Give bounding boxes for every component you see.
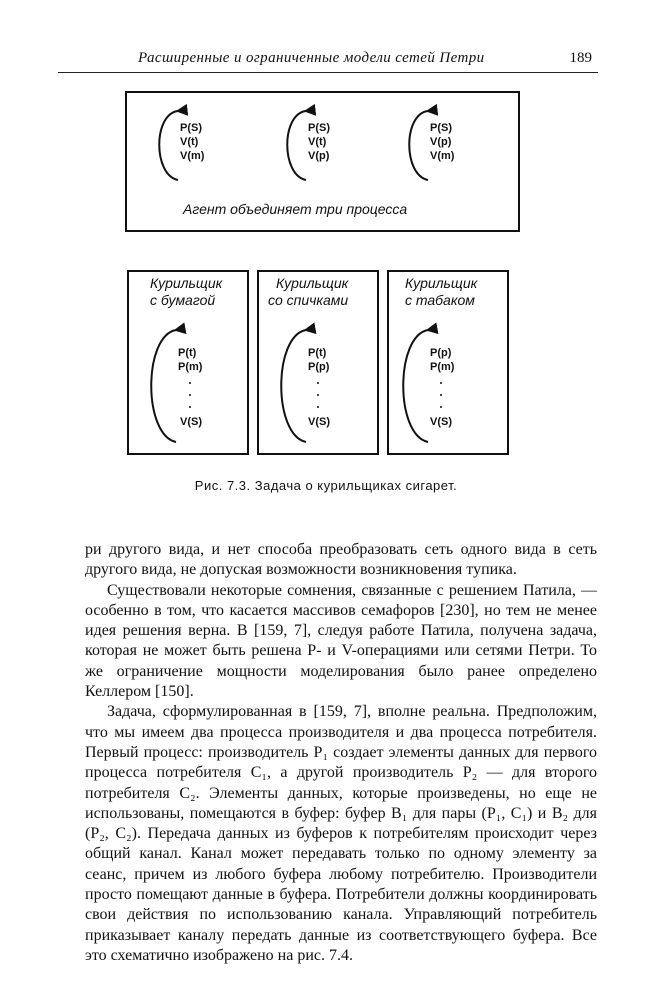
smoker-tobacco-line-3: V(S) <box>430 416 452 428</box>
agent-process-3 <box>409 111 455 180</box>
smoker-paper-ellipsis <box>189 382 191 408</box>
agent-process-1-line-3: V(m) <box>180 150 205 162</box>
agent-process-1-line-1: P(S) <box>180 122 202 134</box>
body-text <box>85 540 597 966</box>
smoker-paper-line-1: P(t) <box>178 347 197 359</box>
smoker-matches-line-3: V(S) <box>308 416 330 428</box>
smoker-tobacco-title-2: с табаком <box>405 292 475 308</box>
agent-process-1 <box>159 111 205 180</box>
smoker-matches-line-1: P(t) <box>308 347 327 359</box>
figure-caption: Рис. 7.3. Задача о курильщиках сигарет. <box>194 478 458 493</box>
agent-label: Агент объединяет три процесса <box>183 201 408 217</box>
smoker-paper-line-3: V(S) <box>180 416 202 428</box>
smoker-matches-ellipsis <box>317 382 319 408</box>
agent-process-2-line-3: V(p) <box>308 150 330 162</box>
smoker-tobacco-ellipsis <box>440 382 442 408</box>
smoker-matches-title-1: Курильщик <box>276 275 349 291</box>
page-number: 189 <box>569 50 592 66</box>
agent-process-1-line-2: V(t) <box>180 136 199 148</box>
paragraph-1: ри другого вида, и нет способа преобразовать сеть одного вида в сеть другого вида, не допуская возможности возникновения тупика. <box>85 541 597 579</box>
smoker-matches-title-2: со спичками <box>268 292 349 308</box>
agent-process-2-line-2: V(t) <box>308 136 327 148</box>
agent-process-3-line-2: V(p) <box>430 136 452 148</box>
smoker-paper-title-2: с бумагой <box>150 292 216 308</box>
agent-process-2-line-1: P(S) <box>308 122 330 134</box>
paragraph-3: Задача, сформулированная в [159, 7], вполне реальна. Предположим, что мы имеем два процесса производителя и два процесса потребителя. Первый процесс: производитель P₁ создает элементы данных для первого процесса потребителя C₁, а другой производитель P₂ — для второго потребителя C₂. Элементы данных, которые произведены, но еще не использованы, помещаются в буфер: буфер B₁ для пары (P₁, C₁) и B₂ для (P₂, C₂). Передача данных из буферов к потребителям происходит через общий канал. Канал может передавать только по одному элементу за сеанс, причем из любого буфера любому потребителю. Производители просто помещают данные в буфера. Потребители должны координировать свои действия по использованию канала. Управляющий потребитель приказывает каналу передать данные из соответствующего буфера. Все это схематично изображено на рис. 7.4. <box>85 703 597 964</box>
smoker-paper-line-2: P(m) <box>178 361 203 373</box>
smoker-tobacco-line-2: P(m) <box>430 361 455 373</box>
agent-process-3-line-3: V(m) <box>430 150 455 162</box>
smoker-paper-title-1: Курильщик <box>150 275 223 291</box>
paragraph-2: Существовали некоторые сомнения, связанные с решением Патила, — особенно в том, что касается массивов семафоров [230], но тем не менее идея решения верна. В [159, 7], следуя работе Патила, получена задача, которая не может быть решена P- и V-операциями или сетями Петри. То же ограничение мощности моделирования было ранее определено Келлером [150]. <box>85 581 597 701</box>
smoker-matches-line-2: P(p) <box>308 361 330 373</box>
agent-process-3-line-1: P(S) <box>430 122 452 134</box>
smoker-tobacco-title-1: Курильщик <box>405 275 478 291</box>
smoker-tobacco-line-1: P(p) <box>430 347 452 359</box>
agent-process-2 <box>287 111 330 180</box>
running-title: Расширенные и ограниченные модели сетей Петри <box>138 50 485 66</box>
